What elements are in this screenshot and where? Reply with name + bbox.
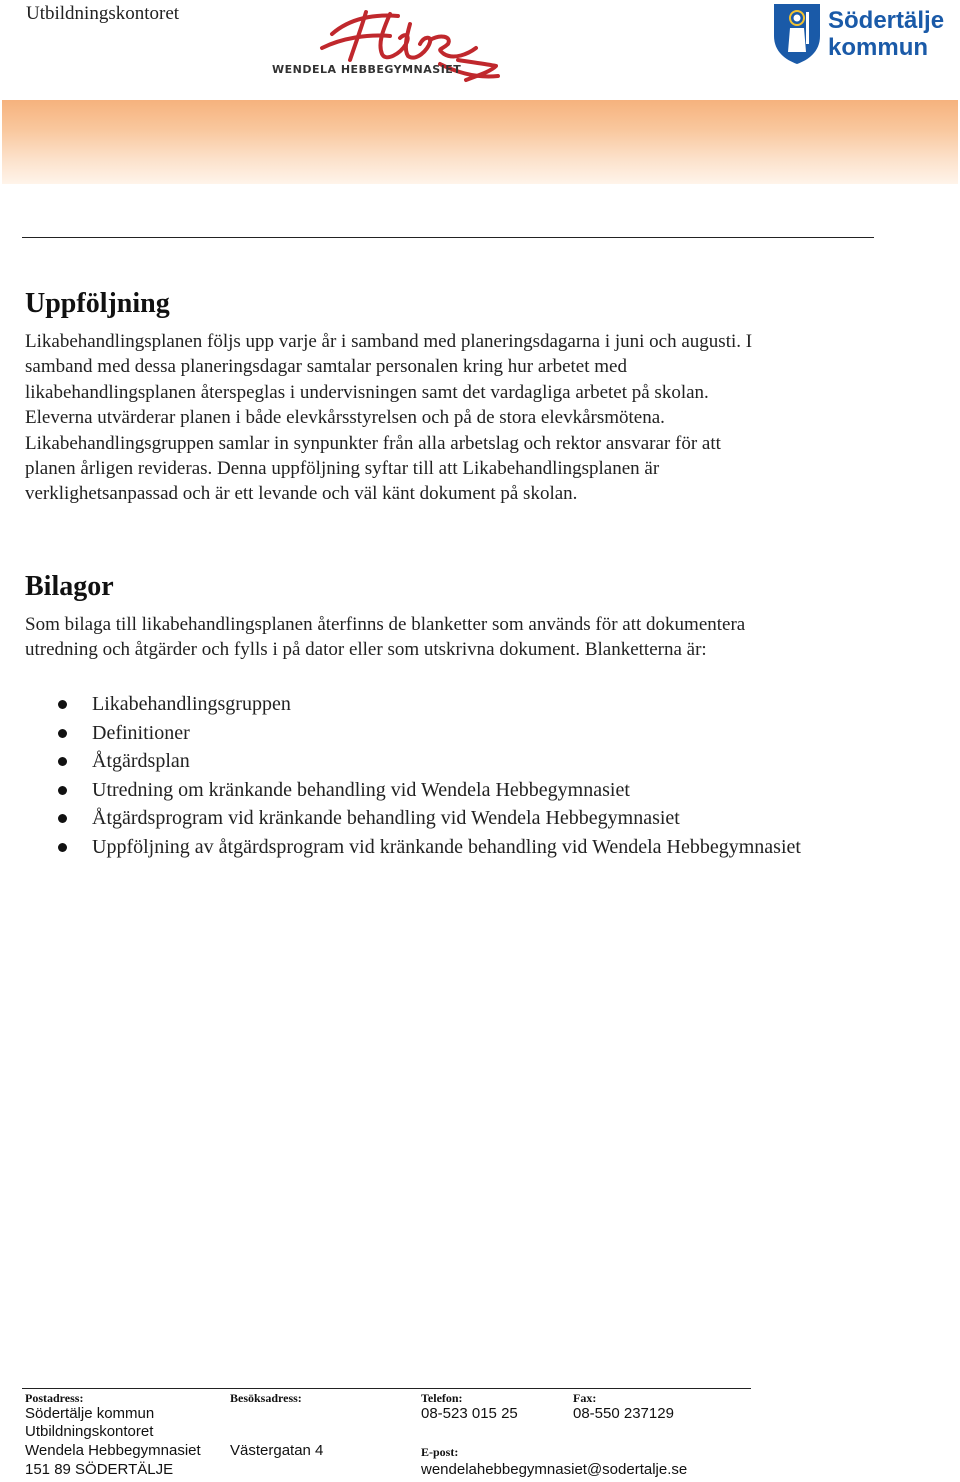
paragraph-line: Likabehandlingsgruppen samlar in synpunkter från alla arbetslag och rektor ansvarar för att [25,432,721,454]
paragraph-line: Som bilaga till likabehandlingsplanen återfinns de blanketter som används för att dokumentera [25,614,746,635]
attachments-list [55,690,801,861]
followup-paragraph [25,329,855,507]
section-heading-attachments: Bilagor [25,571,114,602]
paragraph-line: Likabehandlingsplanen följs upp varje år i samband med planeringsdagarna i juni och augusti. I [25,331,753,352]
list-item-label: Utredning om kränkande behandling vid Wendela Hebbegymnasiet [92,778,630,801]
footer-fax-label: Fax: [573,1391,597,1405]
bullet-icon [58,729,67,738]
footer-postal-line: Södertälje kommun [25,1405,155,1422]
school-logo-text: WENDELA HEBBEGYMNASIET [272,63,462,76]
list-item [55,747,801,776]
footer-email-label: E-post: [421,1445,459,1459]
municipality-logo [770,2,950,66]
footer-phone-label: Telefon: [421,1391,463,1405]
footer-email-link[interactable]: wendelahebbegymnasiet@sodertalje.se [421,1461,688,1478]
municipality-shield-icon [770,2,950,66]
department-name: Utbildningskontoret [26,3,180,24]
municipality-logo-line1: Södertälje [828,7,945,34]
bullet-icon [58,786,67,795]
paragraph-line: utredning och åtgärder och fylls i på dator eller som utskrivna dokument. Blanketterna är: [25,639,707,661]
list-item [55,833,801,862]
paragraph-line: likabehandlingsplanen återspeglas i undervisningen samt det vardagliga arbetet på skolan. [25,381,709,403]
footer-visit-address: Västergatan 4 [230,1442,324,1459]
footer-postal-line: Wendela Hebbegymnasiet [25,1442,201,1459]
list-item [55,776,801,805]
bullet-icon [58,757,67,766]
footer-divider [22,1388,751,1389]
list-item-label: Åtgärdsprogram vid kränkande behandling vid Wendela Hebbegymnasiet [92,807,680,829]
municipality-logo-line2: kommun [828,34,929,61]
list-item-label: Definitioner [92,721,190,744]
footer-visit-label: Besöksadress: [230,1391,302,1405]
paragraph-line: Eleverna utvärderar planen i både elevkårsstyrelsen och på de stora elevkårsmötena. [25,407,665,429]
header-divider [22,237,874,238]
list-item-label: Uppföljning av åtgärdsprogram vid kränkande behandling vid Wendela Hebbegymnasiet [92,835,801,858]
footer-postal-line: 151 89 SÖDERTÄLJE [25,1461,174,1478]
footer-postal-line: Utbildningskontoret [25,1423,154,1440]
list-item [55,690,801,719]
school-logo [270,4,505,88]
list-item-label: Likabehandlingsgruppen [92,693,291,715]
bullet-icon [58,843,67,852]
paragraph-line: planen årligen revideras. Denna uppföljning syftar till att Likabehandlingsplanen är [25,458,660,480]
paragraph-line: verklighetsanpassad och är ett levande och väl känt dokument på skolan. [25,483,578,505]
attachments-paragraph [25,612,855,663]
bullet-icon [58,814,67,823]
header-band [2,100,958,184]
paragraph-line: samband med dessa planeringsdagar samtalar personalen kring hur arbetet med [25,356,627,378]
school-logo-mark-icon [270,4,505,88]
list-item [55,719,801,748]
footer-postal-label: Postadress: [25,1391,84,1405]
section-heading-followup: Uppföljning [25,288,170,319]
list-item-label: Åtgärdsplan [92,750,190,772]
list-item [55,804,801,833]
bullet-icon [58,700,67,709]
footer-phone-number: 08-523 015 25 [421,1405,518,1422]
footer-fax-number: 08-550 237129 [573,1405,674,1422]
